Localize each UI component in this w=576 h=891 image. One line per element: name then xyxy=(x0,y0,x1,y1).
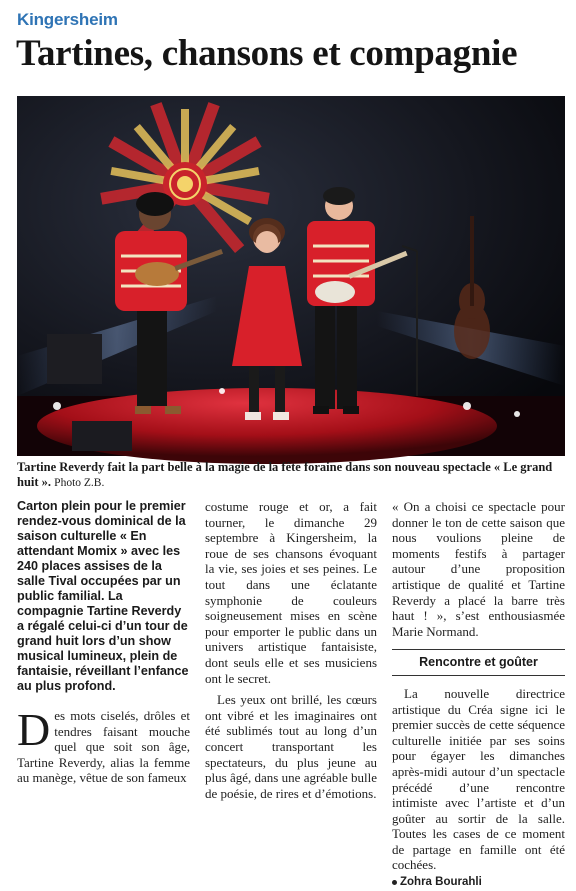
article-column-2 xyxy=(205,499,377,801)
article-column-3 xyxy=(392,499,565,891)
article-subhead: Rencontre et goûter xyxy=(419,655,538,670)
article-paragraph-1-continued: costume rouge et or, a fait tourner, le dimanche 29 septembre à Kingersheim, la roue de ses chansons évoquant la vie, ses joies et ses peines. Le tout dans une éclatante symphonie de couleurs soigneusement mises en scène pour emporter le public dans un univers artistique fantaisiste, dont seuls elle et ses musiciens ont le secret. xyxy=(205,499,377,686)
article-headline: Tartines, chansons et compagnie xyxy=(16,33,518,74)
article-lead: Carton plein pour le premier rendez-vous dominical de la saison culturelle « En attendant Momix » avec les 240 places assises de la salle Tival occupées par un public familial. La compagnie Tartine Reverdy a régalé celui-ci d’un tour de grand huit lors d’un show musical lumineux, plein de fantaisie, réveillant l’enfance au plus profond. xyxy=(17,499,189,693)
byline-bullet-icon xyxy=(392,880,397,885)
article-byline xyxy=(392,875,565,891)
subhead-box xyxy=(392,649,565,676)
photo-credit: Photo Z.B. xyxy=(54,477,105,489)
byline-name: Zohra Bourahli xyxy=(400,876,482,889)
stage-photo-illustration xyxy=(17,96,565,456)
article-paragraph-4: La nouvelle directrice artistique du Créa signe ici le premier succès de cette séquence culturelle initiée par ses soins pour égayer les dimanches après-midi autour d’un spectacle précédé d’une rencontre intimiste avec l’artiste et d’un goûter au sortir de la salle. Toutes les cases de ce moment de partage en famille ont été cochées. xyxy=(392,685,565,873)
article-paragraph-3-continued: « On a choisi ce spectacle pour donner le ton de cette saison que nous voulions pleine de moments festifs à partager autour d’une proposition artistique de qualité et Tartine Reverdy a placé la barre très haut ! », s’est enthousiasmée Marie Normand. xyxy=(392,499,565,639)
article-paragraph-2: Les yeux ont brillé, les cœurs ont vibré et les imaginaires ont été sublimés tout au long d’un concert transportant les spectateurs, du plus jeune au plus âgé, dans une agréable bulle de poésie, de rires et d’émotions. xyxy=(205,692,377,801)
dropcap-letter: D xyxy=(17,704,51,755)
article-paragraph-1 xyxy=(17,704,190,786)
section-kicker: Kingersheim xyxy=(17,10,118,29)
article-column-1 xyxy=(17,499,190,786)
article-photo xyxy=(17,96,565,456)
paragraph-1-text: es mots ciselés, drôles et tendres faisant mouche quel que soit son âge, Tartine Reverdy, alias la femme au manège, vêtue de son fameux xyxy=(17,708,190,786)
photo-caption xyxy=(17,460,565,491)
caption-text: Tartine Reverdy fait la part belle à la magie de la fête foraine dans son nouveau spectacle « Le grand huit ». xyxy=(17,460,553,489)
